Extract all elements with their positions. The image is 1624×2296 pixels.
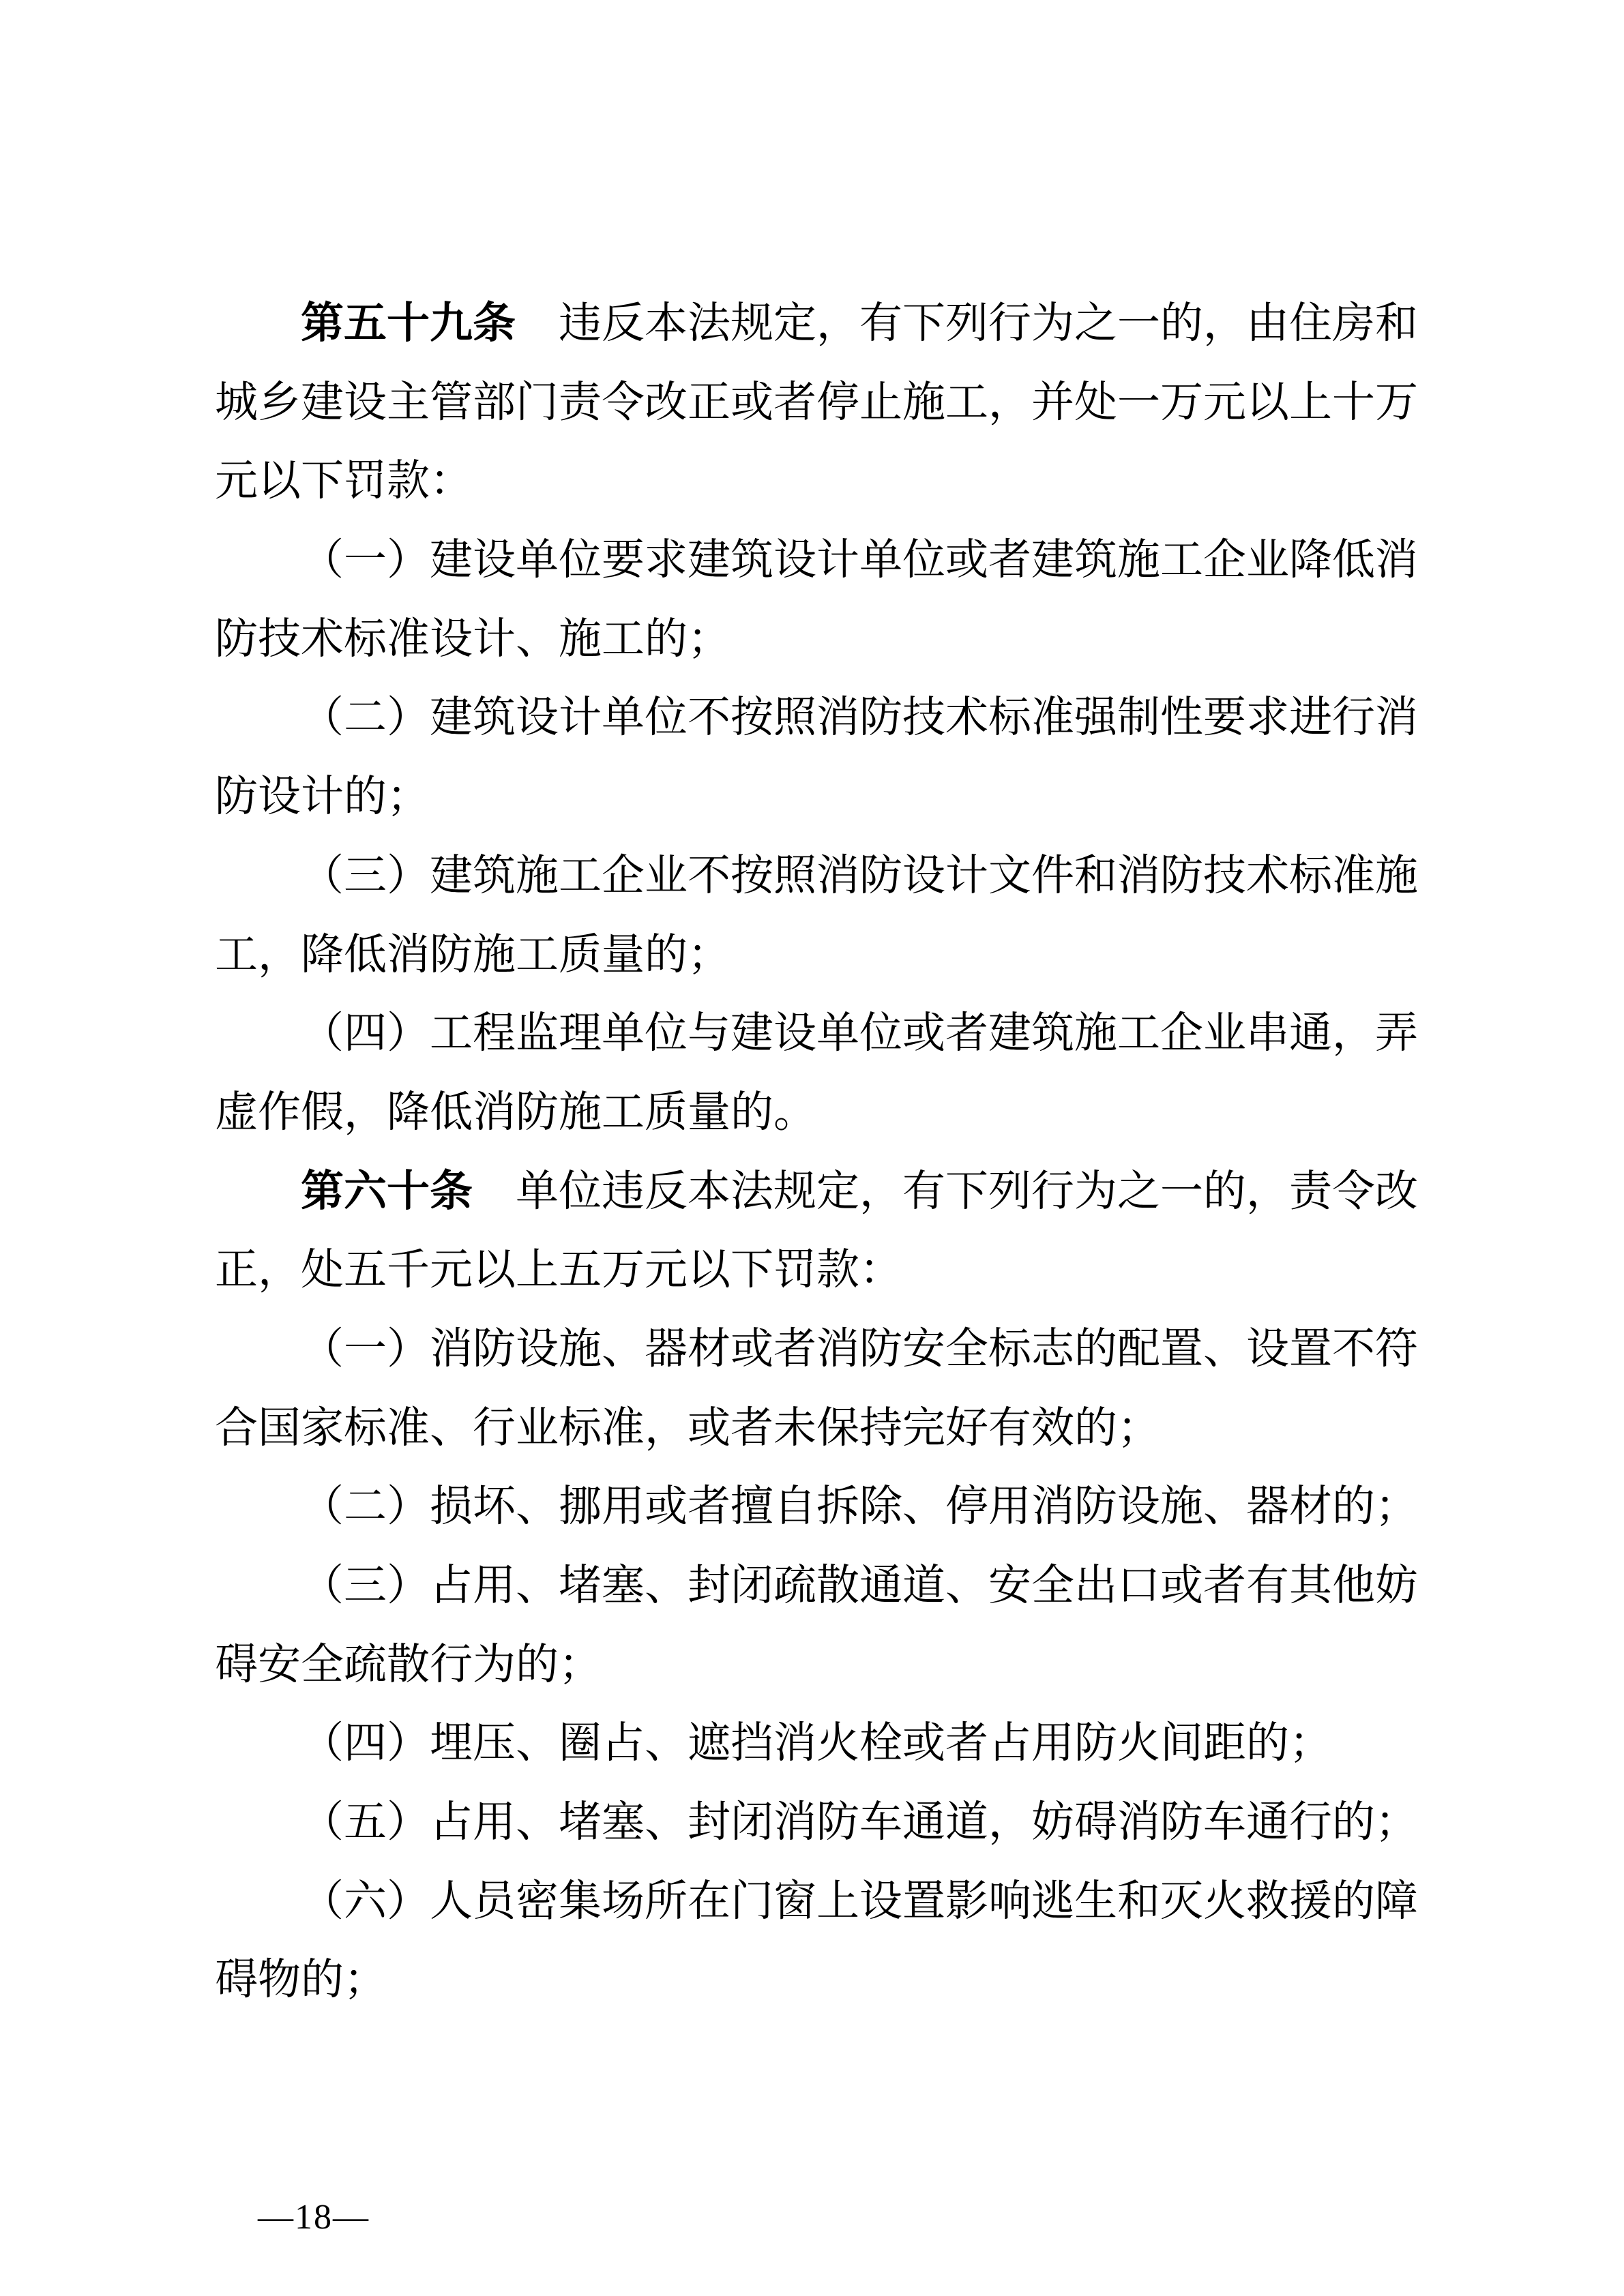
text-line: 工，降低消防施工质量的； (215, 930, 730, 979)
text-line: （四）埋压、圈占、遮挡消火栓或者占用防火间距的； (301, 1719, 1332, 1768)
text-line: 第五十九条 违反本法规定，有下列行为之一的，由住房和 (301, 299, 1418, 347)
text-line: 虚作假，降低消防施工质量的。 (215, 1088, 816, 1136)
text-line: 碍安全疏散行为的； (215, 1640, 602, 1688)
text-line: 合国家标准、行业标准，或者未保持完好有效的； (215, 1403, 1160, 1452)
text-line: 正，处五千元以上五万元以下罚款： (215, 1246, 902, 1294)
text-line: （六）人员密集场所在门窗上设置影响逃生和灭火救援的障 (301, 1877, 1418, 1925)
text-line: （四）工程监理单位与建设单位或者建筑施工企业串通，弄 (301, 1009, 1418, 1058)
text-line: （二）损坏、挪用或者擅自拆除、停用消防设施、器材的； (301, 1482, 1418, 1531)
text-line: （一）建设单位要求建筑设计单位或者建筑施工企业降低消 (301, 536, 1418, 584)
text-line: 城乡建设主管部门责令改正或者停止施工，并处一万元以上十万 (215, 378, 1418, 426)
text-line: （五）占用、堵塞、封闭消防车通道，妨碍消防车通行的； (301, 1798, 1418, 1847)
text-line: （一）消防设施、器材或者消防安全标志的配置、设置不符 (301, 1324, 1418, 1373)
article-number: 第五十九条 (301, 299, 516, 347)
text-line: （二）建筑设计单位不按照消防技术标准强制性要求进行消 (301, 694, 1418, 742)
text-line: 防设计的； (215, 773, 430, 821)
document-body (215, 284, 1419, 2020)
article-number: 第六十条 (301, 1167, 473, 1215)
text-line: （三）占用、堵塞、封闭疏散通道、安全出口或者有其他妨 (301, 1562, 1418, 1609)
text-line: （三）建筑施工企业不按照消防设计文件和消防技术标准施 (301, 851, 1418, 899)
text-line: 碍物的； (215, 1956, 387, 2004)
text-line: 元以下罚款： (215, 457, 473, 505)
text-line: 防技术标准设计、施工的； (215, 614, 730, 663)
page-number: —18— (258, 2198, 370, 2237)
text-line: 第六十条 单位违反本法规定，有下列行为之一的，责令改 (301, 1167, 1418, 1215)
